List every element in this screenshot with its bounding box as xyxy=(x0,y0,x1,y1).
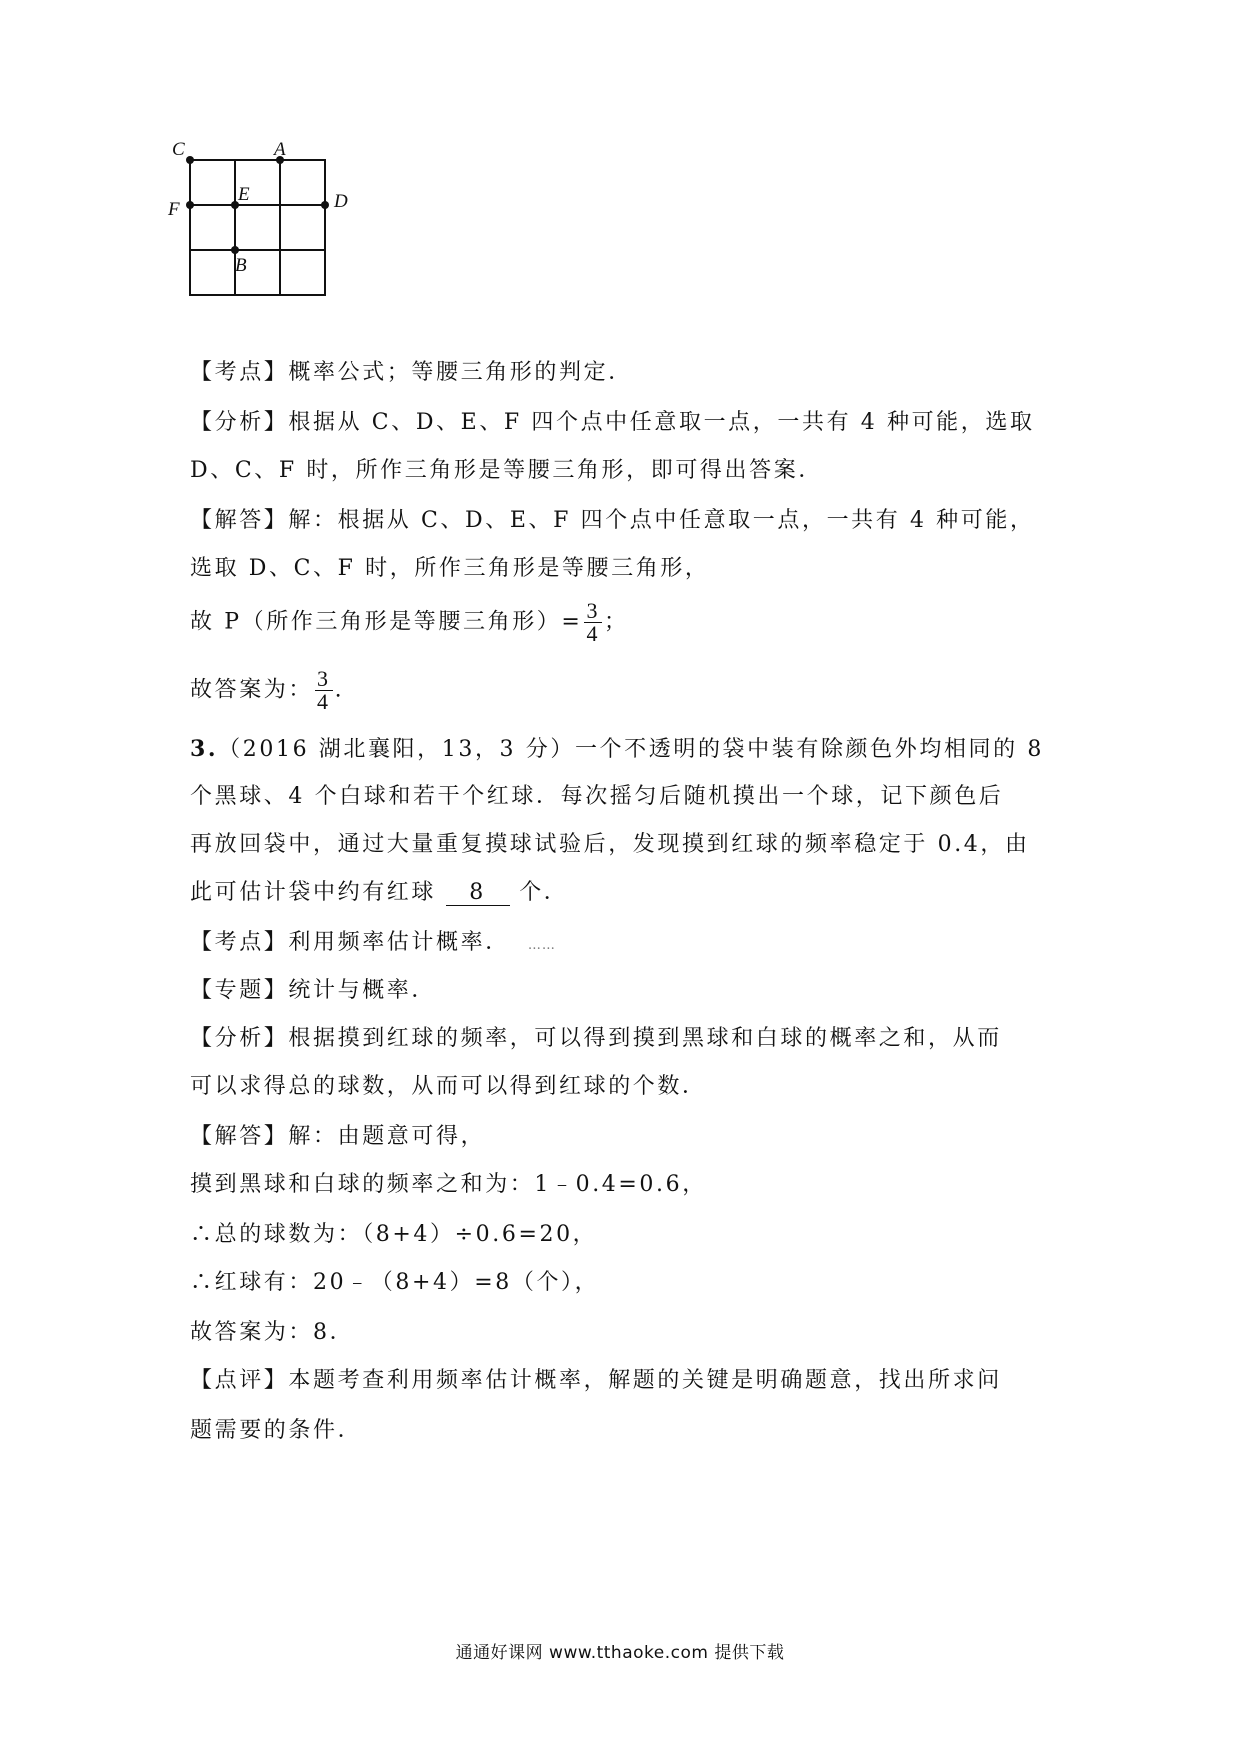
q3-jieda-line1: 【解答】解：由题意可得， xyxy=(190,1124,486,1149)
q3-stem-line2: 个黑球、4 个白球和若干个红球．每次摇匀后随机摸出一个球，记下颜色后 xyxy=(190,784,1004,809)
q2-probability-line xyxy=(190,600,629,645)
point-b xyxy=(231,246,239,254)
fraction-denominator: 4 xyxy=(317,689,331,714)
fraction-numerator: 3 xyxy=(317,666,331,691)
q3-kaodian-line xyxy=(190,928,556,961)
q3-dianping-line1: 【点评】本题考查利用频率估计概率，解题的关键是明确题意，找出所求问 xyxy=(190,1368,1002,1393)
q3-kaodian: 【考点】利用频率估计概率． xyxy=(190,930,510,955)
q3-stem-suffix: 个． xyxy=(519,880,569,905)
grid-outer-square xyxy=(190,160,325,295)
q2-probability-prefix: 故 P（所作三角形是等腰三角形）= xyxy=(190,609,583,635)
point-f xyxy=(186,201,194,209)
q3-answer-blank: 8 xyxy=(446,881,510,906)
fraction-numerator: 3 xyxy=(586,598,601,623)
label-f: F xyxy=(168,199,180,220)
q3-jieda-line3: ∴总的球数为：（8+4）÷0.6=20， xyxy=(190,1222,598,1247)
q3-stem-line1 xyxy=(190,734,1044,765)
q2-answer-suffix: . xyxy=(334,677,345,703)
label-a: A xyxy=(274,139,286,160)
point-d xyxy=(321,201,329,209)
label-b: B xyxy=(235,255,247,276)
q2-probability-suffix: ； xyxy=(604,609,629,635)
q3-stem-line4 xyxy=(190,878,568,908)
q3-jieda-line2: 摸到黑球和白球的频率之和为：1﹣0.4=0.6， xyxy=(190,1172,707,1197)
q2-fenxi-line1: 【分析】根据从 C、D、E、F 四个点中任意取一点，一共有 4 种可能，选取 xyxy=(190,410,1035,435)
q2-probability-fraction xyxy=(584,600,602,645)
q2-answer-prefix: 故答案为： xyxy=(190,677,314,703)
q2-jieda-line1: 【解答】解：根据从 C、D、E、F 四个点中任意取一点，一共有 4 种可能， xyxy=(190,508,1035,533)
q3-jieda-line5: 故答案为：8． xyxy=(190,1320,355,1345)
q2-answer-fraction xyxy=(315,668,333,713)
q2-jieda-line2: 选取 D、C、F 时，所作三角形是等腰三角形， xyxy=(190,556,710,581)
q3-fenxi-line1: 【分析】根据摸到红球的频率，可以得到摸到黑球和白球的概率之和，从而 xyxy=(190,1026,1002,1051)
q3-fenxi-line2: 可以求得总的球数，从而可以得到红球的个数． xyxy=(190,1074,707,1099)
q3-stem-prefix: 此可估计袋中约有红球 xyxy=(190,880,437,905)
q3-kaodian-dots: …… xyxy=(527,938,556,953)
label-d: D xyxy=(334,191,348,212)
q3-dianping-line2: 题需要的条件． xyxy=(190,1418,363,1443)
q3-stem-line3: 再放回袋中，通过大量重复摸球试验后，发现摸到红球的频率稳定于 0.4，由 xyxy=(190,832,1030,857)
q3-stem-text1: （2016 湖北襄阳，13，3 分）一个不透明的袋中装有除颜色外均相同的 8 xyxy=(218,737,1044,762)
q2-answer-line xyxy=(190,668,344,713)
q2-kaodian: 【考点】概率公式；等腰三角形的判定． xyxy=(190,360,633,385)
grid-figure xyxy=(168,139,406,345)
page-footer: 通通好课网 www.tthaoke.com 提供下载 xyxy=(455,1643,785,1663)
label-c: C xyxy=(172,139,185,160)
point-c xyxy=(186,156,194,164)
fraction-denominator: 4 xyxy=(586,621,601,646)
q3-number: 3. xyxy=(190,736,219,762)
q3-zhuanti: 【专题】统计与概率． xyxy=(190,978,437,1003)
label-e: E xyxy=(238,184,250,205)
q3-jieda-line4: ∴红球有：20﹣（8+4）=8（个）， xyxy=(190,1270,600,1295)
q2-fenxi-line2: D、C、F 时，所作三角形是等腰三角形，即可得出答案． xyxy=(190,458,823,483)
grid-diagram xyxy=(168,139,406,345)
